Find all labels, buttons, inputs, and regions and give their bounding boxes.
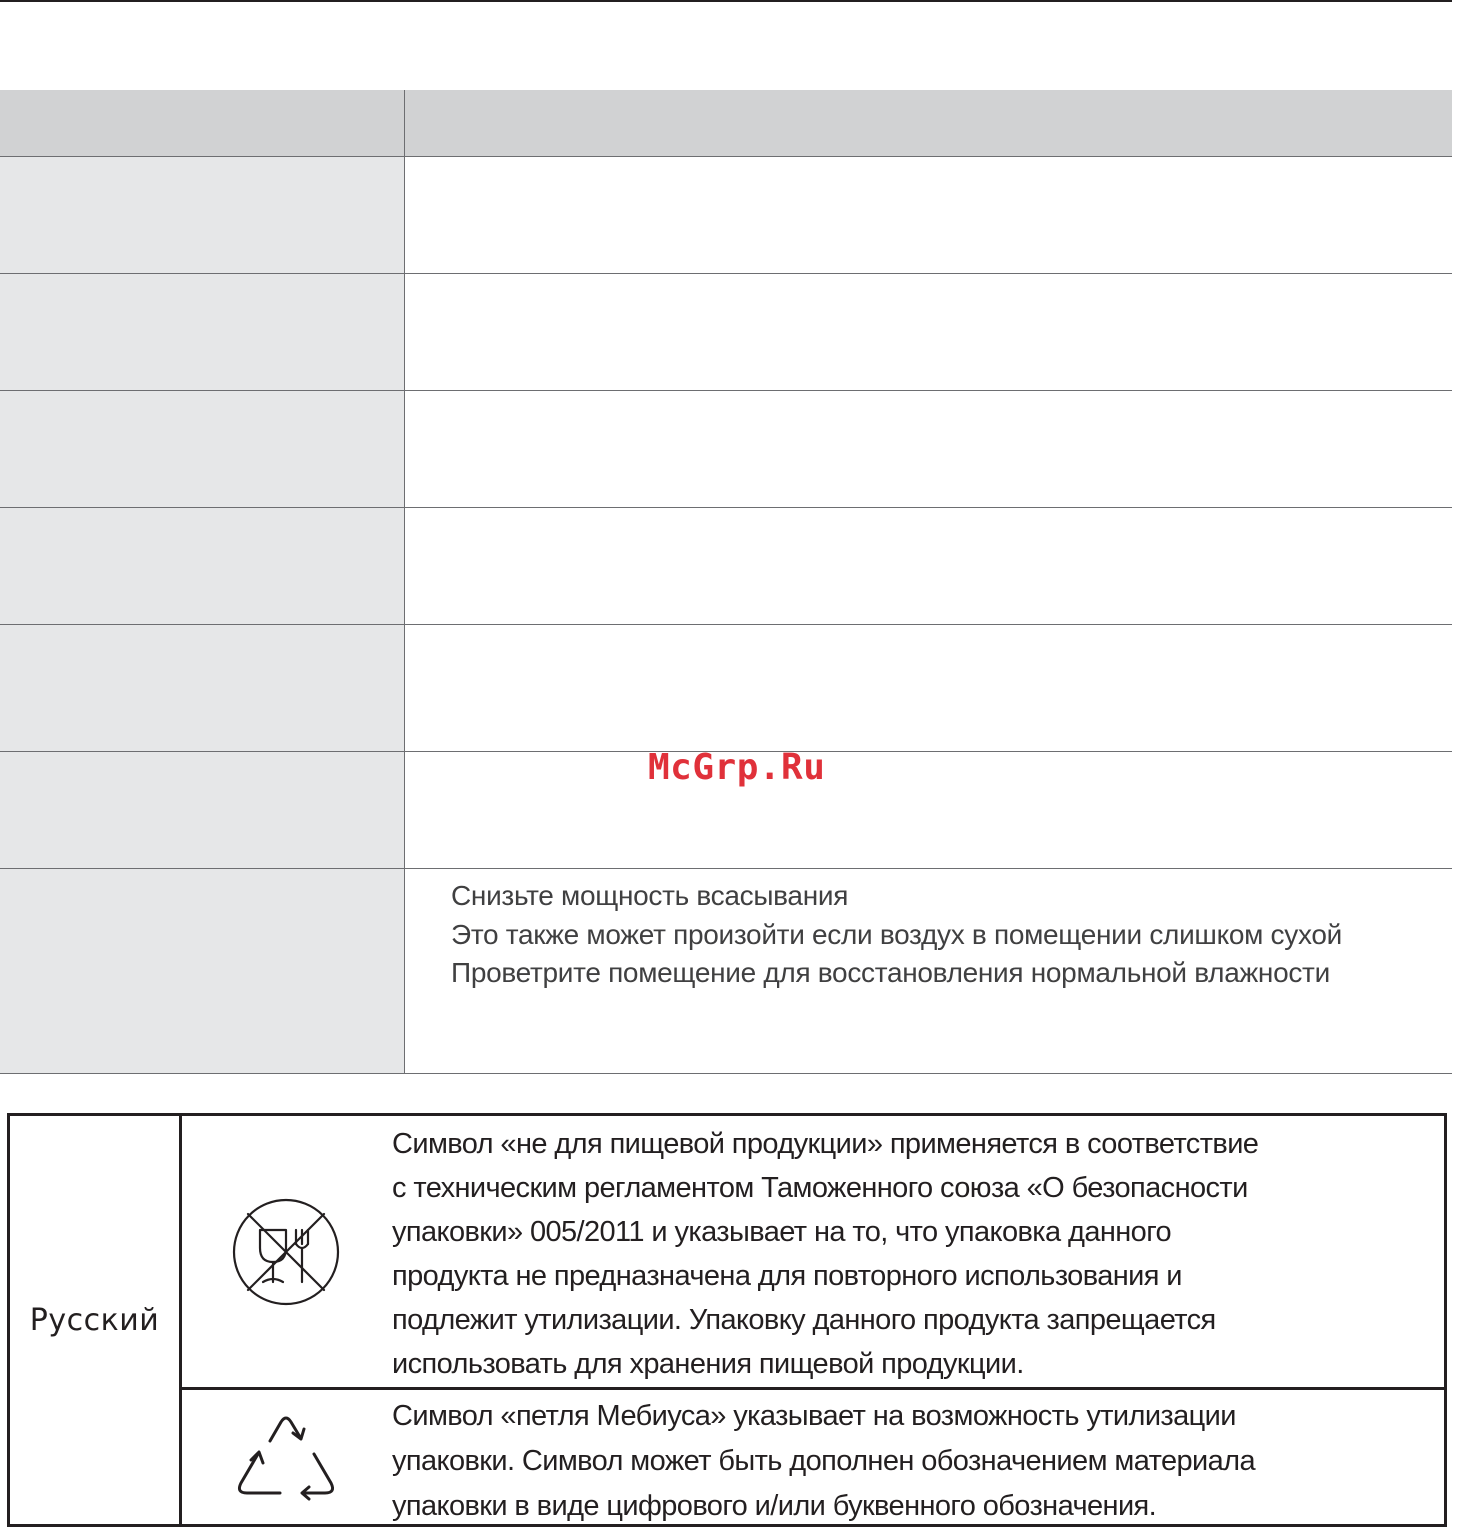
- not-for-food-icon: [230, 1196, 342, 1308]
- text-line: использовать для хранения пищевой продукции.: [392, 1348, 1024, 1380]
- solution-cell: [405, 274, 1452, 390]
- problem-cell: [0, 508, 405, 624]
- symbols-table: [7, 1113, 1447, 1527]
- text-line: упаковки. Символ может быть дополнен обозначением материала: [392, 1445, 1255, 1477]
- solution-cell: [405, 752, 1452, 868]
- solution-cell: [405, 508, 1452, 624]
- table-row: [0, 391, 1452, 508]
- text-line: упаковки в виде цифрового и/или буквенного обозначения.: [392, 1490, 1157, 1522]
- problem-cell: [0, 625, 405, 751]
- symbol-row-mobius: [182, 1390, 1444, 1524]
- table-header: [0, 90, 1452, 157]
- solution-cell: [405, 391, 1452, 507]
- text-line: Символ «петля Мебиуса» указывает на возможность утилизации: [392, 1400, 1236, 1432]
- header-problem: [0, 90, 405, 156]
- problem-cell: [0, 157, 405, 273]
- problem-cell: [0, 869, 405, 1073]
- watermark: McGrp.Ru: [648, 747, 826, 788]
- icon-cell: [182, 1116, 390, 1387]
- symbol-description: [392, 1122, 1258, 1386]
- solution-cell: [405, 157, 1452, 273]
- table-row: [0, 869, 1452, 1073]
- text-line: Символ «не для пищевой продукции» применяется в соответствие: [392, 1128, 1259, 1160]
- table-row: [0, 274, 1452, 391]
- solution-item: Снизьте мощность всасывания: [451, 880, 849, 911]
- text-line: подлежит утилизации. Упаковку данного продукта запрещается: [392, 1304, 1216, 1336]
- table-row: [0, 157, 1452, 274]
- problem-cell: [0, 391, 405, 507]
- problem-cell: [0, 274, 405, 390]
- symbol-rows: [182, 1116, 1444, 1524]
- text-line: продукта не предназначена для повторного использования и: [392, 1260, 1182, 1292]
- solution-item: Проветрите помещение для восстановления нормальной влажности: [451, 957, 1330, 988]
- solution-cell: [405, 869, 1452, 1073]
- solution-list: [451, 877, 1342, 993]
- language-label: Русский: [10, 1116, 182, 1524]
- top-rule: [0, 0, 1452, 2]
- problem-cell: [0, 752, 405, 868]
- symbol-description: [392, 1394, 1255, 1529]
- header-solution: [405, 90, 1452, 156]
- text-line: упаковки» 005/2011 и указывает на то, что упаковка данного: [392, 1216, 1172, 1248]
- solution-item: Это также может произойти если воздух в помещении слишком сухой: [451, 918, 1342, 950]
- icon-cell: [182, 1390, 390, 1524]
- mobius-loop-icon: [230, 1407, 342, 1507]
- text-line: с техническим регламентом Таможенного союза «О безопасности: [392, 1172, 1248, 1204]
- table-row: [0, 508, 1452, 625]
- troubleshooting-table: [0, 90, 1452, 1074]
- symbol-row-not-for-food: [182, 1116, 1444, 1390]
- table-row: [0, 625, 1452, 752]
- solution-cell: [405, 625, 1452, 751]
